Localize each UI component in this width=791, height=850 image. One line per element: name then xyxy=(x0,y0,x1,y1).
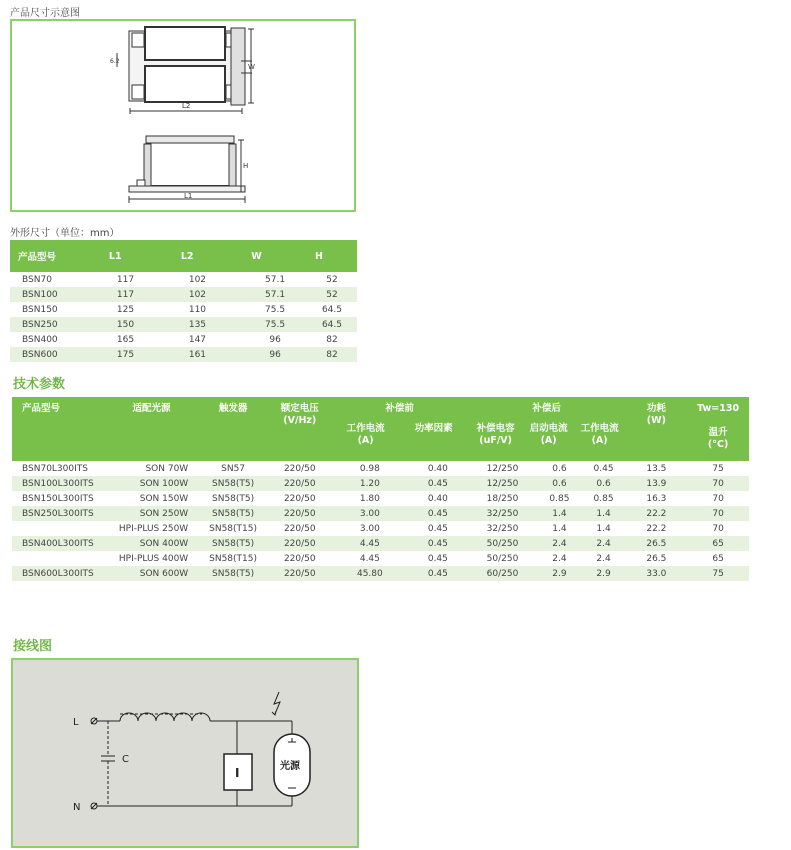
dim-l2-label: L2 xyxy=(182,102,191,110)
ignitor-cell: SN58(T15) xyxy=(209,553,258,564)
current-before-cell: 4.45 xyxy=(332,536,408,551)
light-cell: SON 400W xyxy=(105,536,198,551)
model-cell: BSN400L300ITS xyxy=(12,536,105,551)
th-voltage: 额定电压 (V/Hz) xyxy=(268,397,332,461)
dimension-table-row xyxy=(10,332,357,347)
dimension-table-row xyxy=(10,302,357,317)
start-current-cell: 0.6 xyxy=(552,463,567,474)
dim-value-cell: 57.1 xyxy=(243,287,307,302)
ignitor-cell: SN58(T5) xyxy=(198,476,268,491)
capacitor-cell: 18/250 xyxy=(486,493,519,504)
voltage-cell: 220/50 xyxy=(268,476,332,491)
model-cell xyxy=(12,521,105,536)
ignitor-cell: SN58(T5) xyxy=(198,506,268,521)
dimension-table xyxy=(10,240,357,362)
start-current-cell: 2.4 xyxy=(537,536,581,551)
capacitor-cell: 32/250 xyxy=(468,506,538,521)
dim-model-cell: BSN600 xyxy=(10,347,101,362)
current-before-cell: 3.00 xyxy=(359,523,380,534)
wiring-title: 接线图 xyxy=(13,639,53,654)
tech-table-row xyxy=(12,491,749,506)
capacitor-cell: 50/250 xyxy=(468,536,538,551)
loss-cell: 26.5 xyxy=(626,536,688,551)
dimension-table-body xyxy=(10,272,357,362)
temp-cell: 65 xyxy=(687,536,749,551)
loss-cell: 26.5 xyxy=(646,553,667,564)
loss-cell: 16.3 xyxy=(646,493,667,504)
voltage-cell: 220/50 xyxy=(283,553,316,564)
current-after-cell: 1.4 xyxy=(596,523,611,534)
model-cell: BSN600L300ITS xyxy=(12,566,105,581)
dim-value-cell: 125 xyxy=(116,304,135,315)
tech-table-body xyxy=(12,461,749,581)
temp-cell: 65 xyxy=(712,553,724,564)
ignitor-cell: SN58(T15) xyxy=(209,523,258,534)
voltage-cell: 220/50 xyxy=(283,463,316,474)
light-cell: SON 600W xyxy=(105,566,198,581)
ignitor-cell: SN58(T5) xyxy=(212,493,255,504)
tech-table xyxy=(12,397,749,581)
capacitor-cell: 60/250 xyxy=(468,566,538,581)
capacitor-cell: 12/250 xyxy=(486,463,519,474)
tech-table-row xyxy=(12,461,749,476)
tech-title: 技术参数 xyxy=(13,377,66,392)
col-l1: L1 xyxy=(101,240,173,272)
dim-value-cell: 150 xyxy=(101,317,173,332)
dim-value-cell: 64.5 xyxy=(321,304,342,315)
current-after-cell: 1.4 xyxy=(581,506,625,521)
pf-cell: 0.40 xyxy=(427,463,448,474)
tech-table-row xyxy=(12,476,749,491)
dim-model-cell: BSN100 xyxy=(10,287,101,302)
start-current-cell: 1.4 xyxy=(537,506,581,521)
top-view xyxy=(117,27,254,114)
dimension-table-row xyxy=(10,272,357,287)
tech-table-row xyxy=(12,521,749,536)
th-before: 补偿前 工作电流 (A) 功率因素 xyxy=(332,397,468,461)
capacitor-cell: 32/250 xyxy=(486,523,519,534)
voltage-cell: 220/50 xyxy=(268,566,332,581)
dim-value-cell: 102 xyxy=(188,274,207,285)
temp-cell: 70 xyxy=(712,523,724,534)
voltage-cell: 220/50 xyxy=(268,506,332,521)
temp-cell: 70 xyxy=(687,476,749,491)
current-before-cell: 4.45 xyxy=(359,553,380,564)
temp-cell: 75 xyxy=(687,566,749,581)
dimension-table-row xyxy=(10,287,357,302)
pf-cell: 0.45 xyxy=(427,523,448,534)
light-cell: SON 250W xyxy=(105,506,198,521)
light-cell: SON 100W xyxy=(105,476,198,491)
current-after-cell: 0.85 xyxy=(593,493,614,504)
col-h: H xyxy=(307,240,357,272)
dimension-caption: 外形尺寸（单位：mm） xyxy=(10,228,120,239)
dim-6-2-label: 6.2 xyxy=(110,58,120,65)
terminal-n-label: N xyxy=(73,802,81,813)
th-loss: 功耗 (W) xyxy=(626,397,688,461)
current-before-cell: 1.80 xyxy=(359,493,380,504)
th-model: 产品型号 xyxy=(12,397,105,461)
light-cell: HPI-PLUS 400W xyxy=(118,553,189,564)
dim-value-cell: 96 xyxy=(269,334,281,345)
tech-table-row xyxy=(12,506,749,521)
dimension-table-row xyxy=(10,317,357,332)
pf-cell: 0.45 xyxy=(408,566,468,581)
dim-value-cell: 161 xyxy=(173,347,243,362)
temp-cell: 70 xyxy=(687,506,749,521)
start-current-cell: 2.9 xyxy=(537,566,581,581)
dimension-diagram xyxy=(12,21,354,210)
capacitor-cell: 12/250 xyxy=(468,476,538,491)
current-before-cell: 1.20 xyxy=(332,476,408,491)
current-before-cell: 0.98 xyxy=(359,463,380,474)
pf-cell: 0.45 xyxy=(427,553,448,564)
lightning-icon xyxy=(274,692,280,714)
dimension-table-header xyxy=(10,240,357,272)
light-cell: HPI-PLUS 250W xyxy=(118,523,189,534)
voltage-cell: 220/50 xyxy=(283,523,316,534)
loss-cell: 22.2 xyxy=(646,523,667,534)
light-cell: SON 150W xyxy=(139,493,189,504)
pf-cell: 0.45 xyxy=(408,476,468,491)
dim-value-cell: 117 xyxy=(101,287,173,302)
capacitor-cell: 50/250 xyxy=(486,553,519,564)
tech-table-row xyxy=(12,551,749,566)
dim-value-cell: 82 xyxy=(326,334,338,345)
dim-value-cell: 102 xyxy=(173,287,243,302)
dim-value-cell: 117 xyxy=(116,274,135,285)
light-cell: SON 70W xyxy=(145,463,189,474)
lamp-label: 光源 xyxy=(280,761,300,772)
dim-value-cell: 110 xyxy=(188,304,207,315)
dim-model-cell: BSN400 xyxy=(22,334,58,345)
dim-model-cell: BSN70 xyxy=(22,274,52,285)
current-after-cell: 2.9 xyxy=(581,566,625,581)
loss-cell: 13.5 xyxy=(646,463,667,474)
ignitor-label: I xyxy=(235,766,240,780)
wiring-diagram xyxy=(13,660,357,846)
dim-value-cell: 147 xyxy=(188,334,207,345)
voltage-cell: 220/50 xyxy=(268,536,332,551)
dim-value-cell: 75.5 xyxy=(243,317,307,332)
dim-value-cell: 57.1 xyxy=(265,274,286,285)
col-l2: L2 xyxy=(173,240,243,272)
diagram-title: 产品尺寸示意图 xyxy=(10,8,80,19)
current-after-cell: 2.4 xyxy=(596,553,611,564)
loss-cell: 13.9 xyxy=(626,476,688,491)
capacitor-label: C xyxy=(122,754,129,765)
dimension-diagram-frame xyxy=(10,19,356,212)
current-before-cell: 45.80 xyxy=(332,566,408,581)
dimension-table-row xyxy=(10,347,357,362)
model-cell: BSN70L300ITS xyxy=(22,463,88,474)
wiring-diagram-frame xyxy=(11,658,359,848)
th-ignitor: 触发器 xyxy=(198,397,268,461)
col-model: 产品型号 xyxy=(10,240,101,272)
pf-cell: 0.45 xyxy=(408,536,468,551)
th-light: 适配光源 xyxy=(105,397,198,461)
ignitor-cell: SN57 xyxy=(221,463,246,474)
dim-value-cell: 175 xyxy=(101,347,173,362)
voltage-cell: 220/50 xyxy=(283,493,316,504)
dim-value-cell: 52 xyxy=(326,274,338,285)
ignitor-cell: SN58(T5) xyxy=(198,566,268,581)
tech-table-header xyxy=(12,397,749,461)
current-before-cell: 3.00 xyxy=(332,506,408,521)
dim-model-cell: BSN250 xyxy=(10,317,101,332)
tech-table-row xyxy=(12,536,749,551)
loss-cell: 22.2 xyxy=(626,506,688,521)
ignitor-cell: SN58(T5) xyxy=(198,536,268,551)
dim-w-label: W xyxy=(248,63,255,71)
th-temp: Tw=130 温升 (°C) xyxy=(687,397,749,461)
dim-value-cell: 135 xyxy=(173,317,243,332)
temp-cell: 70 xyxy=(712,493,724,504)
temp-cell: 75 xyxy=(712,463,724,474)
model-cell: BSN150L300ITS xyxy=(22,493,94,504)
current-after-cell: 0.45 xyxy=(593,463,614,474)
col-w: W xyxy=(243,240,307,272)
dim-value-cell: 64.5 xyxy=(307,317,357,332)
th-after: 补偿后 补偿电容 (uF/V) 启动电流 (A) 工作电流 (A) xyxy=(468,397,626,461)
model-cell: BSN100L300ITS xyxy=(12,476,105,491)
start-current-cell: 0.6 xyxy=(537,476,581,491)
dim-value-cell: 96 xyxy=(243,347,307,362)
dim-value-cell: 75.5 xyxy=(265,304,286,315)
current-after-cell: 2.4 xyxy=(581,536,625,551)
dim-value-cell: 82 xyxy=(307,347,357,362)
dim-l1-label: L1 xyxy=(184,192,193,200)
dim-value-cell: 165 xyxy=(116,334,135,345)
start-current-cell: 2.4 xyxy=(552,553,567,564)
dim-h-label: H xyxy=(243,162,249,170)
loss-cell: 33.0 xyxy=(626,566,688,581)
start-current-cell: 1.4 xyxy=(552,523,567,534)
model-cell xyxy=(12,551,105,566)
model-cell: BSN250L300ITS xyxy=(12,506,105,521)
tech-table-row xyxy=(12,566,749,581)
pf-cell: 0.40 xyxy=(427,493,448,504)
start-current-cell: 0.85 xyxy=(549,493,570,504)
dim-model-cell: BSN150 xyxy=(22,304,58,315)
terminal-l-label: L xyxy=(73,717,79,728)
pf-cell: 0.45 xyxy=(408,506,468,521)
current-after-cell: 0.6 xyxy=(581,476,625,491)
dim-value-cell: 52 xyxy=(307,287,357,302)
